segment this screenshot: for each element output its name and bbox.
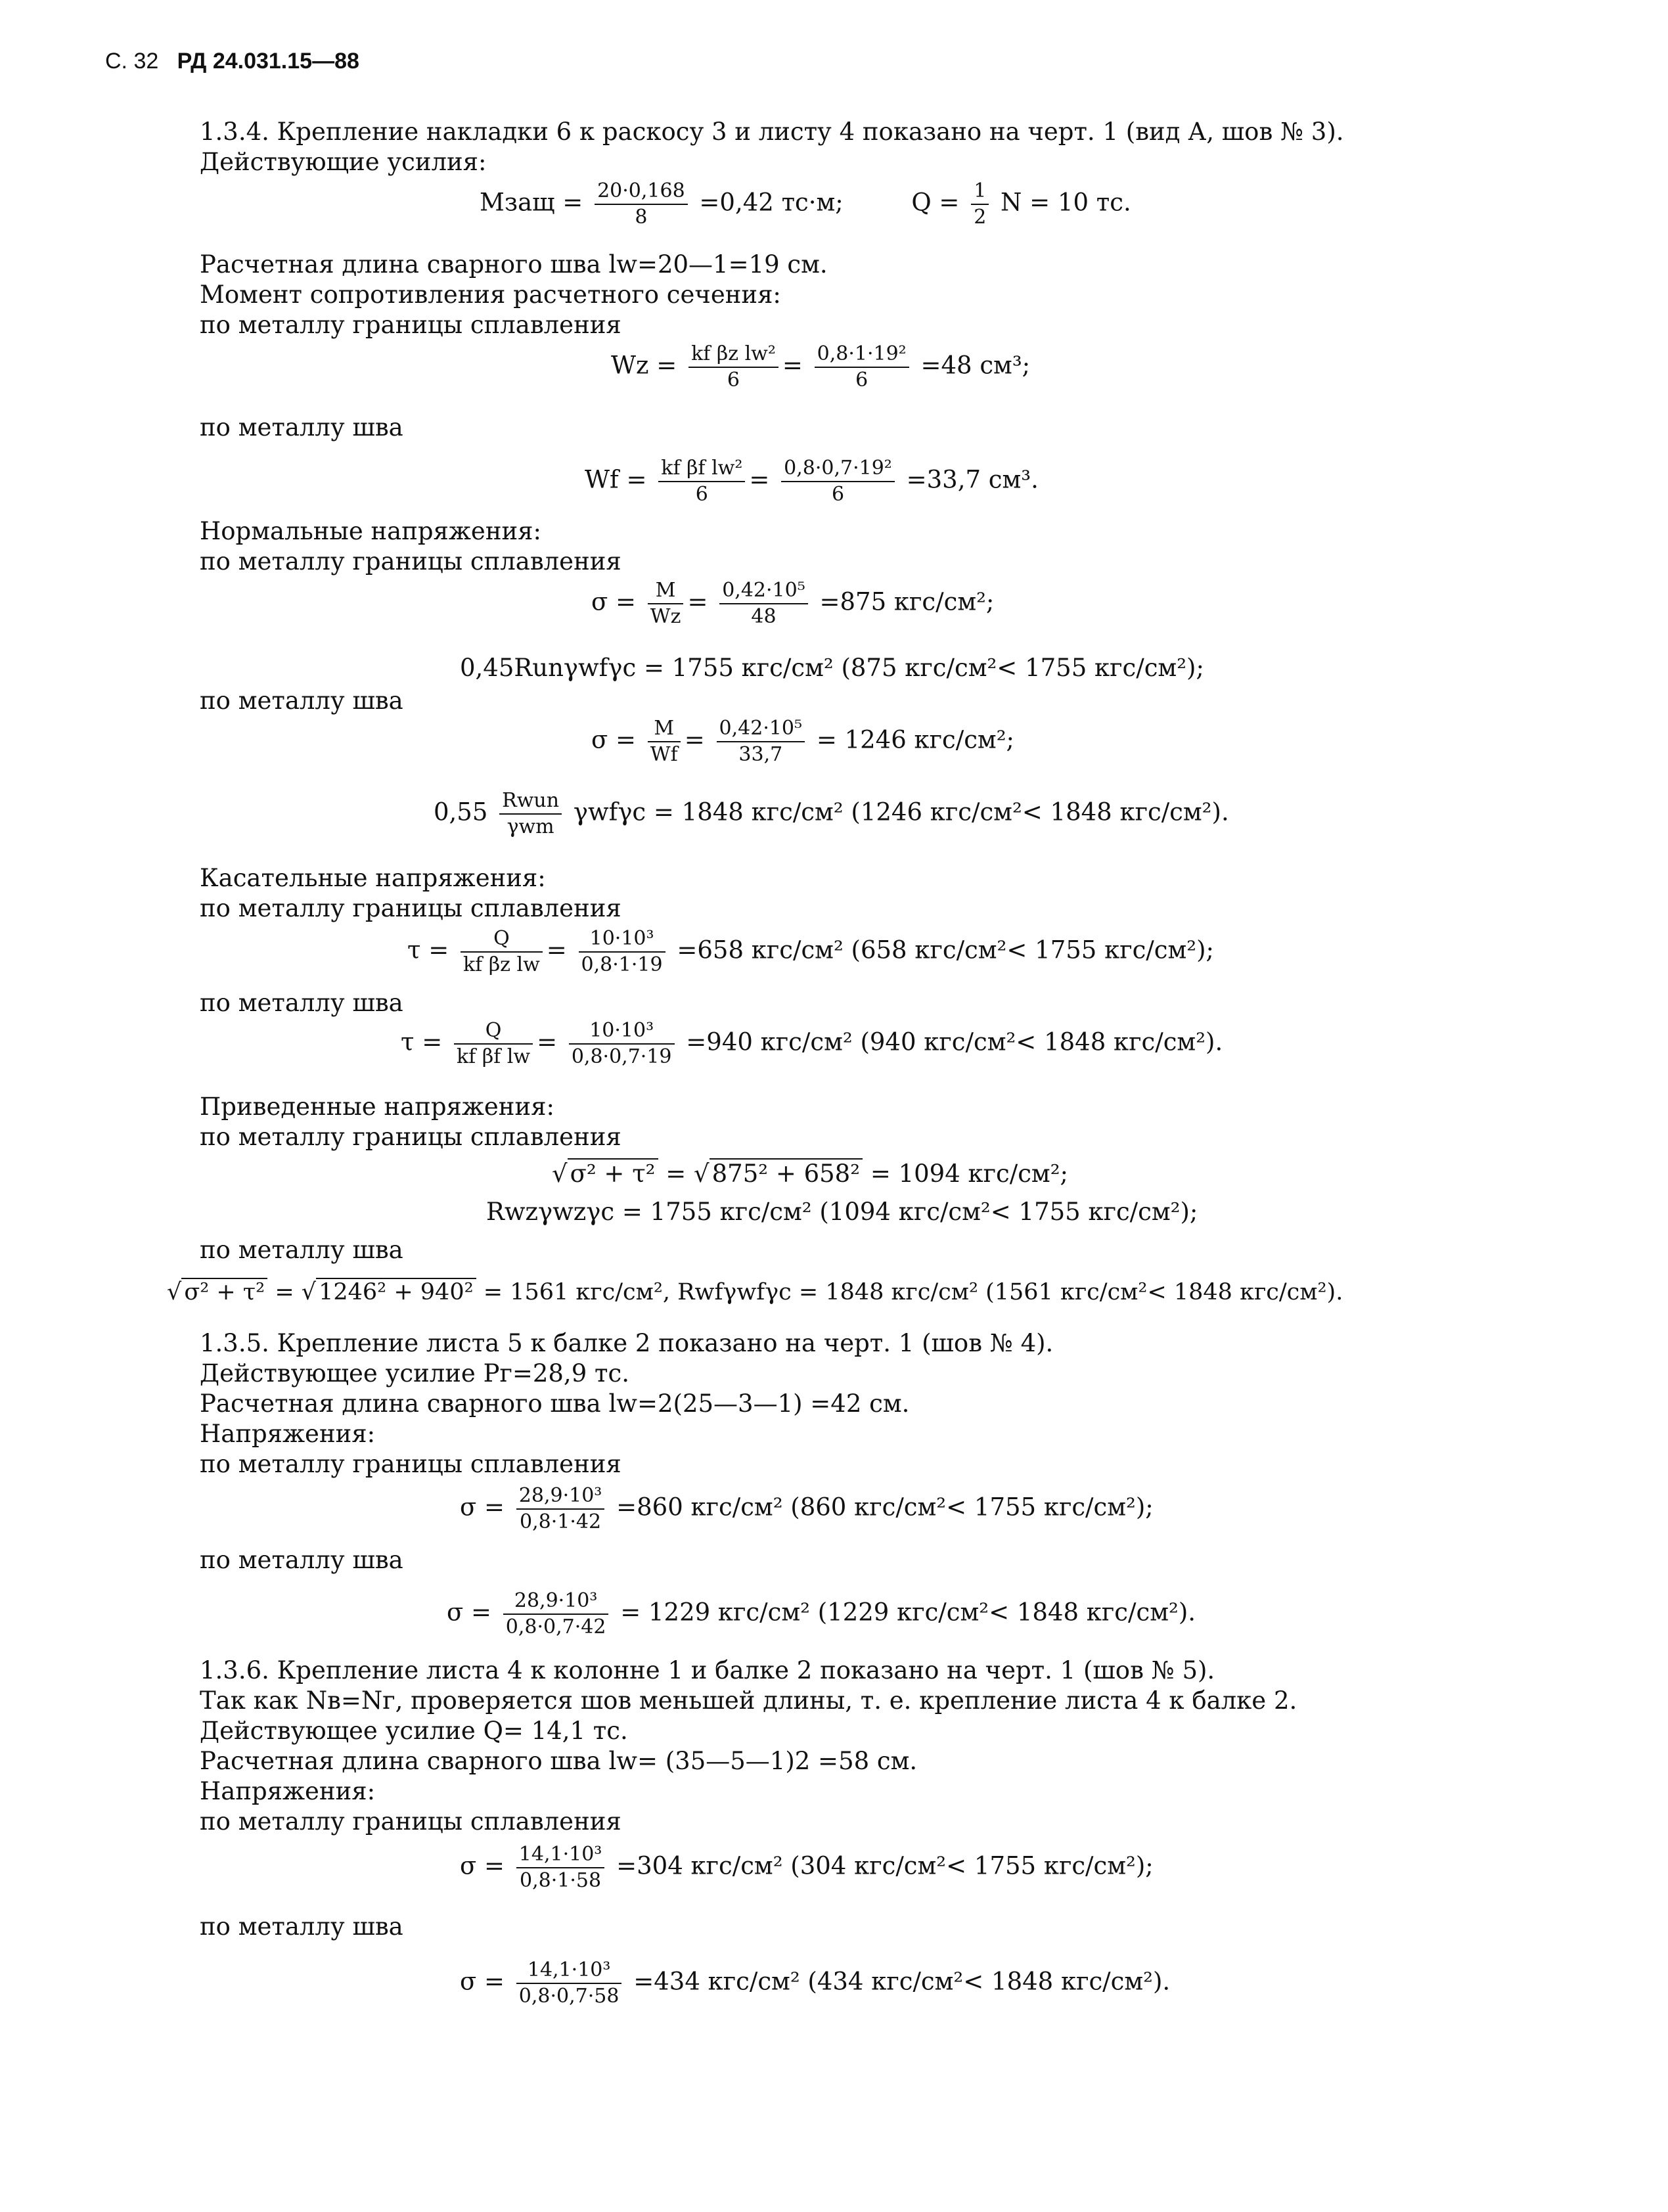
m-rhs: =0,42 тс·м;	[699, 188, 844, 217]
by-fusion-label: по металлу границы сплавления	[200, 1807, 621, 1836]
formula-sigma-fusion: σ = $\frac{\text{14,1·10³}}{0,8\cdot 1\cdot 58}$ =304 кгс/см² (304 кгс/см²< 1755 кгс/см²);	[460, 1843, 1154, 1892]
by-fusion-label: по металлу границы сплавления	[200, 1123, 621, 1151]
formula-wz: Wz = $\frac{\text{kf βz lw²}}{6}$ = $\frac{\text{0,8·1·19²}}{6}$ =48 см³;	[611, 342, 1031, 392]
document-code: РД 24.031.15—88	[177, 49, 359, 74]
formula-sigma-weld: σ = $\frac{\text{14,1·10³}}{0,8\cdot 0,7\cdot 58}$ =434 кгс/см² (434 кгс/см²< 1848 кгс/см²).	[460, 1958, 1171, 2008]
formula-tau-fusion: τ = $\frac{Q}{\text{kf βz lw}}$ = $\frac{\text{10·10³}}{0,8\cdot 1\cdot 19}$ =658 кгс/см² (658 кгс/см²< 1755 кгс/см²);	[407, 927, 1215, 976]
formula-reduced-weld: √ σ² + τ² = √ 1246² + 940² = 1561 кгс/см², Rwfγwfγc = 1848 кгс/см² (1561 кгс/см²< 1848 кгс/см²).	[167, 1279, 1343, 1305]
check-weld-normal: 0,55 Rwun γwm γwfγc = 1848 кгс/см² (1246 кгс/см²< 1848 кгс/см²).	[434, 789, 1229, 838]
by-weld-label: по металлу шва	[200, 1912, 403, 1941]
q-lhs: Q =	[911, 188, 960, 217]
q-fraction: $\frac{1}{2}$	[971, 179, 989, 230]
by-weld-label: по металлу шва	[200, 1236, 403, 1264]
acting-force-line: Действующее усилие Pг=28,9 тс.	[200, 1359, 629, 1388]
formula-tau-weld: τ = $\frac{Q}{\text{kf βf lw}}$ = $\frac{\text{10·10³}}{0,8\cdot 0,7\cdot 19}$ =940 кгс/см² (940 кгс/см²< 1848 кгс/см²).	[401, 1019, 1223, 1068]
design-length-line: Расчетная длина сварного шва lw= (35—5—1)2 =58 см.	[200, 1747, 918, 1775]
section-1-3-4-title: 1.3.4. Крепление накладки 6 к раскосу 3 и листу 4 показано на черт. 1 (вид А, шов № 3).	[200, 118, 1344, 146]
acting-forces-label: Действующие усилия:	[200, 148, 487, 176]
formula-reduced-fusion: √ σ² + τ² = √ 875² + 658² = 1094 кгс/см²;	[552, 1160, 1068, 1188]
by-fusion-label: по металлу границы сплавления	[200, 547, 621, 576]
by-fusion-label: по металлу границы сплавления	[200, 1450, 621, 1478]
reduced-stresses-label: Приведенные напряжения:	[200, 1093, 554, 1121]
formula-sigma-weld: σ = $\frac{\text{28,9·10³}}{0,8\cdot 0,7\cdot 42}$ = 1229 кгс/см² (1229 кгс/см²< 1848 кгс/см²).	[447, 1589, 1196, 1638]
page-number: С. 32	[105, 49, 159, 74]
q-rhs: N = 10 тс.	[1001, 188, 1131, 217]
since-line: Так как Nв=Nг, проверяется шов меньшей длины, т. е. крепление листа 4 к балке 2.	[200, 1686, 1297, 1715]
by-fusion-label: по металлу границы сплавления	[200, 894, 621, 922]
by-weld-label: по металлу шва	[200, 989, 403, 1017]
by-weld-label: по металлу шва	[200, 1546, 403, 1574]
acting-force-line: Действующее усилие Q= 14,1 тс.	[200, 1717, 628, 1745]
by-fusion-label: по металлу границы сплавления	[200, 311, 621, 339]
formula-sigma-weld: σ = $\frac{M}{Wf}$ = $\frac{\text{0,42·10⁵}}{33,7}$ = 1246 кгс/см²;	[591, 717, 1015, 766]
stresses-label: Напряжения:	[200, 1420, 376, 1448]
m-lhs: Mзащ =	[480, 188, 583, 217]
section-1-3-6-title: 1.3.6. Крепление листа 4 к колонне 1 и балке 2 показано на черт. 1 (шов № 5).	[200, 1656, 1215, 1684]
design-length-line: Расчетная длина сварного шва lw=20—1=19 см.	[200, 250, 828, 279]
formula-wf: Wf = $\frac{\text{kf βf lw²}}{6}$ = $\frac{\text{0,8·0,7·19²}}{6}$ =33,7 см³.	[585, 457, 1039, 506]
check-fusion-normal: 0,45Runγwfγc = 1755 кгс/см² (875 кгс/см²< 1755 кгс/см²);	[460, 654, 1204, 682]
design-length-line: Расчетная длина сварного шва lw=2(25—3—1) =42 см.	[200, 1389, 910, 1418]
formula-m-q	[480, 179, 1131, 230]
shear-stresses-label: Касательные напряжения:	[200, 864, 546, 892]
by-weld-label: по металлу шва	[200, 413, 403, 441]
formula-sigma-fusion: σ = $\frac{M}{Wz}$ = $\frac{\text{0,42·10⁵}}{48}$ =875 кгс/см²;	[591, 579, 995, 628]
by-weld-label: по металлу шва	[200, 687, 403, 715]
page-header	[105, 46, 359, 76]
section-modulus-label: Момент сопротивления расчетного сечения:	[200, 281, 781, 309]
check-reduced-fusion: Rwzγwzγc = 1755 кгс/см² (1094 кгс/см²< 1755 кгс/см²);	[486, 1198, 1198, 1226]
stresses-label: Напряжения:	[200, 1777, 376, 1805]
m-fraction: $\frac{20\cdot 0,168}{8}$	[595, 179, 688, 230]
section-1-3-5-title: 1.3.5. Крепление листа 5 к балке 2 показано на черт. 1 (шов № 4).	[200, 1329, 1054, 1357]
formula-sigma-fusion: σ = $\frac{\text{28,9·10³}}{0,8\cdot 1\cdot 42}$ =860 кгс/см² (860 кгс/см²< 1755 кгс/см²);	[460, 1484, 1154, 1533]
normal-stresses-label: Нормальные напряжения:	[200, 517, 541, 545]
